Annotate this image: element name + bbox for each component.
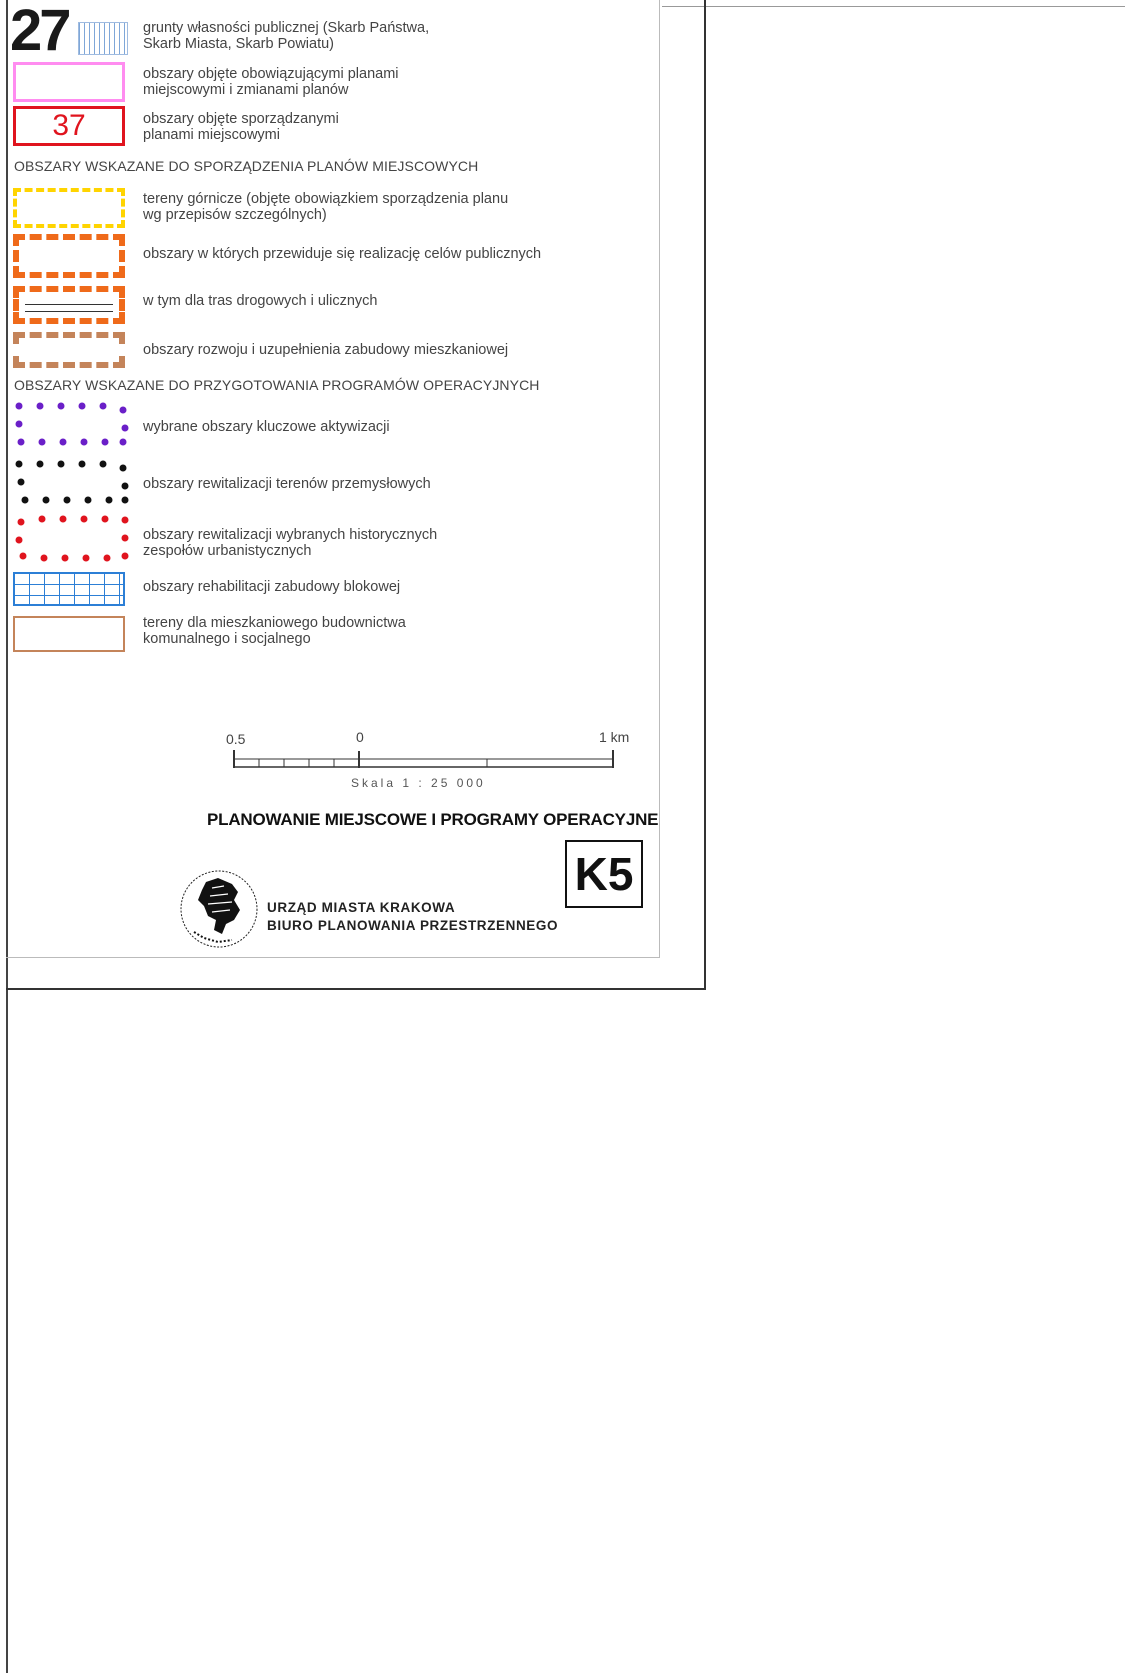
- industrial-revitalization-swatch: [13, 458, 129, 506]
- road-line-mark: [25, 304, 113, 312]
- plans-in-progress-number: 37: [52, 109, 86, 142]
- mining-swatch: [13, 188, 125, 228]
- institution-name-line2: BIURO PLANOWANIA PRZESTRZENNEGO: [267, 918, 559, 933]
- communal-housing-swatch: [13, 616, 125, 652]
- plans-in-force-label: obszary objęte obowiązującymi planami miejscowymi i zmianami planów: [143, 66, 399, 98]
- scale-tick-zero: 0: [356, 729, 364, 745]
- industrial-revitalization-label: obszary rewitalizacji terenów przemysłowych: [143, 476, 431, 492]
- road-routes-swatch: [13, 286, 125, 324]
- scale-caption: Skala 1 : 25 000: [351, 776, 486, 790]
- plans-in-force-swatch: [13, 62, 125, 102]
- map-legend-panel: [6, 0, 706, 990]
- public-land-hatch-swatch: [78, 22, 128, 55]
- public-land-number: 27: [10, 0, 69, 63]
- section-heading-local-plans: OBSZARY WSKAZANE DO SPORZĄDZENIA PLANÓW MIEJSCOWYCH: [14, 158, 479, 174]
- block-rehabilitation-label: obszary rehabilitacji zabudowy blokowej: [143, 579, 401, 595]
- public-goals-label: obszary w których przewiduje się realizację celów publicznych: [143, 246, 542, 262]
- historic-revitalization-swatch: [13, 514, 129, 562]
- public-land-label: grunty własności publicznej (Skarb Państwa, Skarb Miasta, Skarb Powiatu): [143, 20, 430, 52]
- communal-housing-label: tereny dla mieszkaniowego budownictwa komunalnego i socjalnego: [143, 615, 406, 647]
- scale-bar-graphic: [232, 748, 618, 772]
- road-routes-label: w tym dla tras drogowych i ulicznych: [143, 293, 378, 309]
- scale-tick-left: 0.5: [226, 731, 246, 747]
- key-activation-label: wybrane obszary kluczowe aktywizacji: [143, 419, 390, 435]
- housing-development-swatch: [13, 332, 125, 368]
- plans-in-progress-label: obszary objęte sporządzanymi planami miejscowymi: [143, 111, 339, 143]
- key-activation-swatch: [13, 400, 129, 448]
- block-rehabilitation-swatch: [13, 572, 125, 606]
- page-frame-top: [662, 6, 1125, 7]
- sheet-code-box: K5: [565, 840, 643, 908]
- map-title: PLANOWANIE MIEJSCOWE I PROGRAMY OPERACYJNE: [207, 810, 659, 829]
- historic-revitalization-label: obszary rewitalizacji wybranych historycznych zespołów urbanistycznych: [143, 527, 438, 559]
- institution-name-line1: URZĄD MIASTA KRAKOWA: [267, 900, 456, 915]
- scale-tick-right: 1 km: [599, 729, 630, 745]
- public-goals-swatch: [13, 234, 125, 278]
- section-heading-programs: OBSZARY WSKAZANE DO PRZYGOTOWANIA PROGRAMÓW OPERACYJNYCH: [14, 377, 540, 393]
- mining-label: tereny górnicze (objęte obowiązkiem sporządzenia planu wg przepisów szczególnych): [143, 191, 509, 223]
- legend-sheet: [6, 0, 660, 958]
- city-planning-logo-icon: [178, 866, 260, 952]
- housing-development-label: obszary rozwoju i uzupełnienia zabudowy mieszkaniowej: [143, 342, 509, 358]
